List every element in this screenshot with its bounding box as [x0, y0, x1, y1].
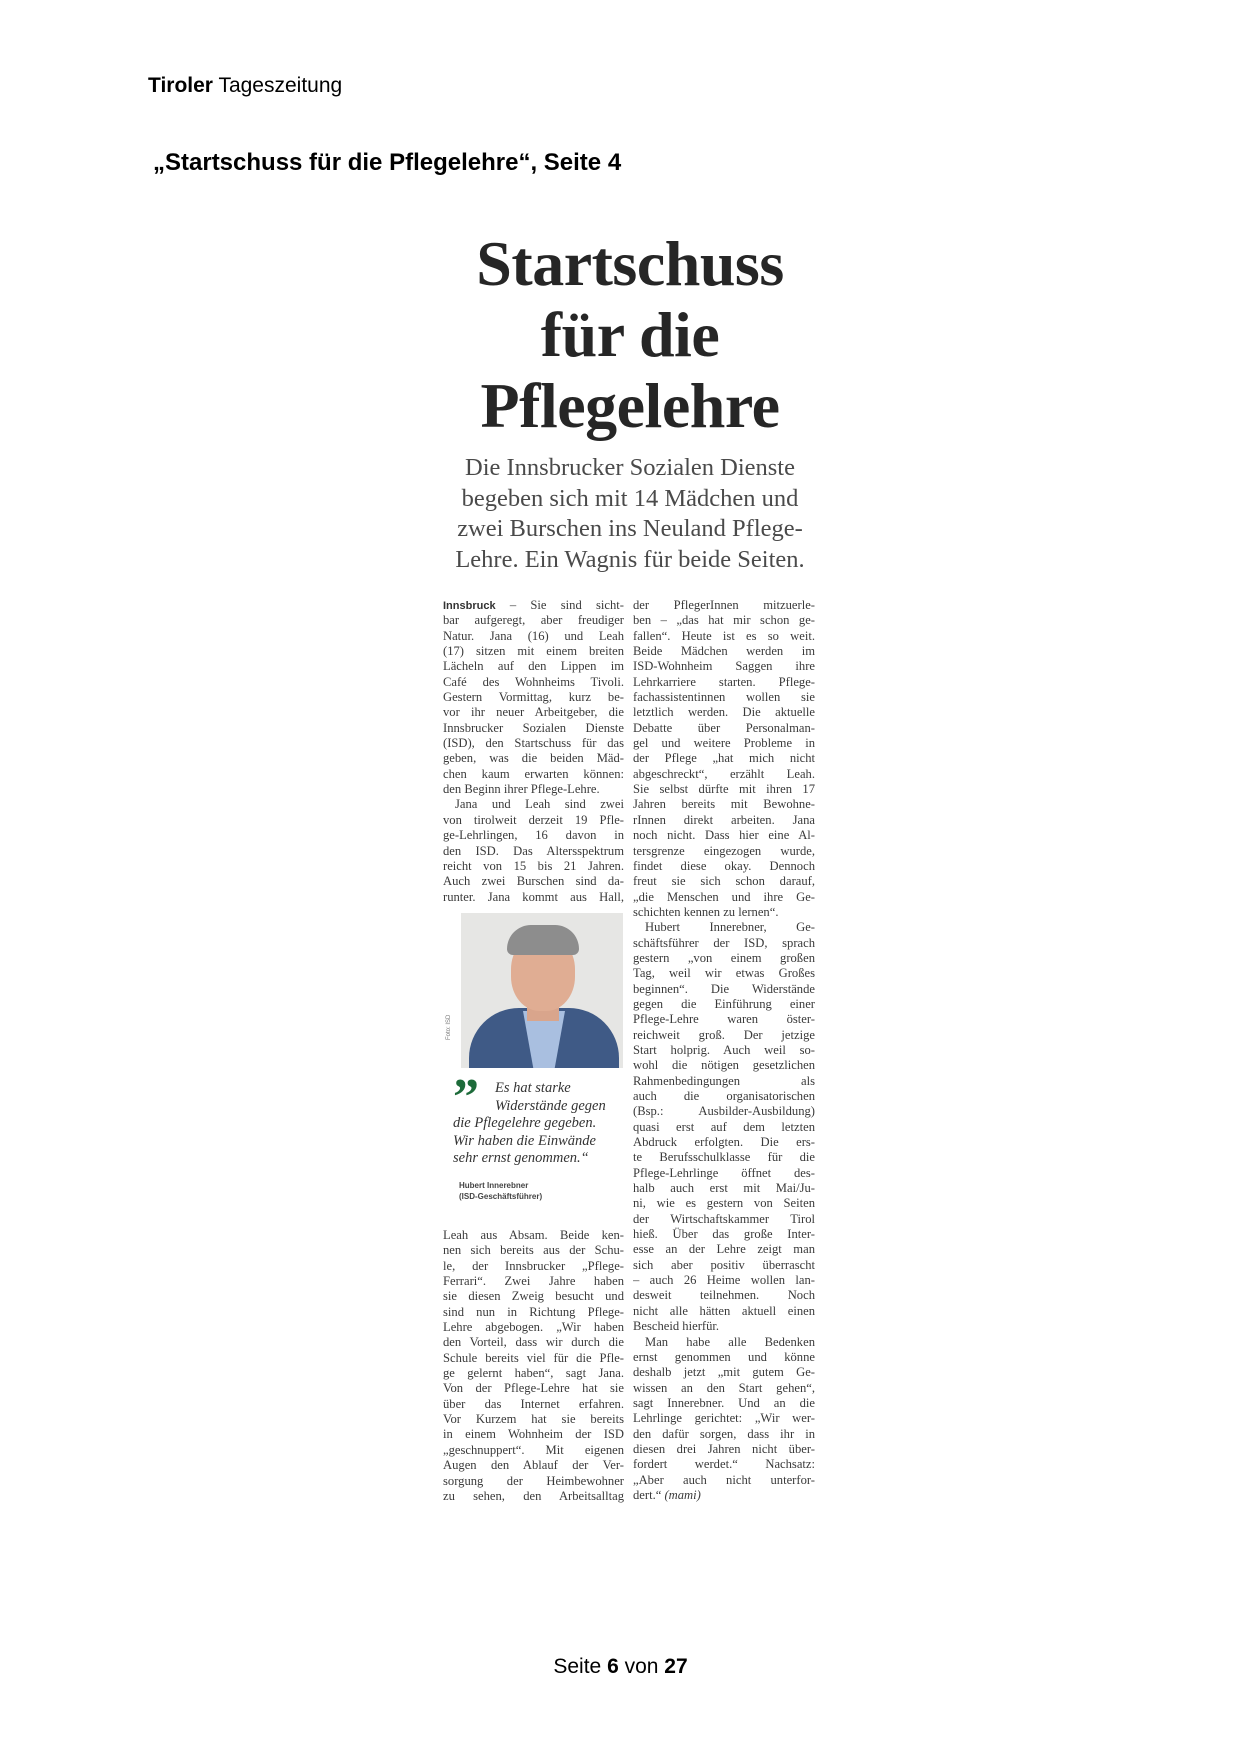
- body-column-right: [633, 598, 815, 1503]
- article-text: sie diesen Zweig besucht und: [443, 1289, 624, 1304]
- article-line: [633, 1396, 815, 1411]
- article-line: [633, 997, 815, 1012]
- article-text: (ISD), den Startschuss für das: [443, 736, 624, 751]
- article-text: wissen an den Start gehen“,: [633, 1380, 815, 1395]
- article-text: – Sie sind sicht-: [509, 598, 624, 612]
- pull-quote: [453, 1069, 628, 1168]
- article-line: [443, 1259, 624, 1274]
- deck-line: zwei Burschen ins Neuland Pflege-: [457, 515, 803, 542]
- article-text: Café des Wohnheims Tivoli.: [443, 674, 624, 689]
- article-line: [633, 1381, 815, 1396]
- dateline: Innsbruck: [443, 600, 496, 612]
- article-line: [633, 966, 815, 981]
- article-line: [443, 690, 624, 705]
- headline: [400, 228, 860, 441]
- article-line: [633, 828, 815, 843]
- article-line: [633, 1335, 815, 1350]
- article-text: reichweit groß. Der jetzige: [633, 1027, 815, 1042]
- article-line: [443, 1443, 624, 1458]
- article-text: ni, wie es gestern von Seiten: [633, 1196, 815, 1211]
- article-reference: „Startschuss für die Pflegelehre“, Seite 4: [153, 149, 622, 176]
- article-text: der PflegerInnen mitzuerle-: [633, 598, 815, 612]
- article-line: [443, 736, 624, 751]
- article-text: fachassistentinnen wollen sie: [633, 690, 815, 705]
- article-line: [633, 844, 815, 859]
- article-line: [633, 767, 815, 782]
- article-text: tersgrenze eingezogen wurde,: [633, 843, 815, 858]
- article-text: über das Internet erfahren.: [443, 1396, 624, 1411]
- article-text: den ISD. Das Altersspektrum: [443, 843, 624, 858]
- page-of: von: [624, 1655, 659, 1678]
- article-line: [633, 675, 815, 690]
- article-text: Rahmenbedingungen als: [633, 1073, 815, 1088]
- body-column-left-top: [443, 598, 624, 905]
- article-text: rInnen direkt arbeiten. Jana: [633, 812, 815, 827]
- article-line: [633, 1196, 815, 1211]
- article-text: Gestern Vormittag, kurz be-: [443, 690, 624, 705]
- article-line: [633, 1074, 815, 1089]
- article-text: findet diese okay. Dennoch: [633, 858, 815, 873]
- article-text: gestern „von einem großen: [633, 950, 815, 965]
- article-text: Tag, weil wir etwas Großes: [633, 966, 815, 981]
- article-line: [633, 598, 815, 613]
- article-line: [633, 782, 815, 797]
- article-line: [633, 890, 815, 905]
- quote-author-role: (ISD-Geschäftsführer): [459, 1192, 543, 1201]
- article-line: [633, 644, 815, 659]
- publication-name: [148, 74, 342, 98]
- article-text: nen sich bereits aus der Schu-: [443, 1243, 624, 1258]
- article-text: sorgung der Heimbewohner: [443, 1473, 624, 1488]
- brand-rest: Tageszeitung: [218, 74, 343, 97]
- article-text: Abdruck erfolgten. Die ers-: [633, 1135, 815, 1150]
- article-line: [443, 767, 624, 782]
- page-prefix: Seite: [553, 1655, 602, 1678]
- article-text: ge gelernt haben“, sagt Jana.: [443, 1366, 624, 1381]
- article-text: den dafür sorgen, dass ihr in: [633, 1426, 815, 1441]
- article-text: auch die organisatorischen: [633, 1089, 815, 1103]
- article-line: [443, 1427, 624, 1442]
- article-line: [633, 1181, 815, 1196]
- article-text: dert.“: [633, 1487, 665, 1502]
- article-line: [633, 1028, 815, 1043]
- article-line: [633, 1227, 815, 1242]
- article-line: [633, 613, 815, 628]
- article-text: Auch zwei Burschen sind da-: [443, 874, 624, 889]
- article-line: [633, 920, 815, 935]
- article-line: [443, 828, 624, 843]
- article-text: abgeschreckt“, erzählt Leah.: [633, 766, 815, 781]
- article-line: [443, 874, 624, 889]
- article-line: [633, 751, 815, 766]
- body-column-left-bottom: [443, 1228, 624, 1504]
- article-line: [633, 936, 815, 951]
- article-line: [443, 1243, 624, 1258]
- article-text: letztlich werden. Die aktuelle: [633, 705, 815, 720]
- photo-credit: Foto: ISD: [446, 1014, 452, 1040]
- article-text: ge-Lehrlingen, 16 davon in: [443, 828, 624, 843]
- article-line: [443, 844, 624, 859]
- deck-line: Die Innsbrucker Sozialen Dienste: [465, 454, 795, 481]
- total-pages: 27: [664, 1655, 688, 1678]
- article-text: von tirolweit derzeit 19 Pfle-: [443, 812, 624, 827]
- article-text: halb auch erst mit Mai/Ju-: [633, 1181, 815, 1196]
- article-line: [633, 1304, 815, 1319]
- current-page: 6: [607, 1655, 619, 1678]
- quote-line: Wir haben die Einwände: [453, 1132, 596, 1149]
- article-line: [443, 1351, 624, 1366]
- article-line: [633, 1242, 815, 1257]
- article-text: Jahren bereits mit Bewohne-: [633, 797, 815, 812]
- article-line: [443, 782, 624, 797]
- article-line: [633, 1319, 815, 1334]
- article-text: Vor Kurzem hat sie bereits: [443, 1412, 624, 1427]
- article-line: [443, 1274, 624, 1289]
- article-line: [633, 1273, 815, 1288]
- article-line: [633, 874, 815, 889]
- article-line: [443, 1489, 624, 1504]
- article-line: [633, 951, 815, 966]
- article-line: [443, 1320, 624, 1335]
- article-text: „die Menschen und ihre Ge-: [633, 889, 815, 904]
- article-line: [633, 1104, 815, 1119]
- article-text: nicht alle hätten aktuell einen: [633, 1303, 815, 1318]
- article-line: [633, 1089, 815, 1104]
- quote-author: Hubert Innerebner: [459, 1181, 529, 1190]
- article-line: [633, 705, 815, 720]
- article-line: [443, 675, 624, 690]
- article-text: beginnen“. Die Widerstände: [633, 981, 815, 996]
- article-text: Start holprig. Auch weil so-: [633, 1042, 815, 1057]
- article-text: desweit teilnehmen. Noch: [633, 1288, 815, 1303]
- article-text: Innsbrucker Sozialen Dienste: [443, 720, 624, 735]
- article-line: [633, 1120, 815, 1135]
- article-text: Pflege-Lehre waren öster-: [633, 1012, 815, 1027]
- article-text: (17) sitzen mit einem breiten: [443, 644, 624, 659]
- article-text: gel und weitere Probleme in: [633, 736, 815, 751]
- article-line: [443, 1305, 624, 1320]
- article-text: sich aber positiv überrascht: [633, 1257, 815, 1272]
- article-text: hieß. Über das große Inter-: [633, 1227, 815, 1242]
- article-line: [633, 982, 815, 997]
- article-line: [443, 1289, 624, 1304]
- article-line: [633, 629, 815, 644]
- article-line: [633, 1365, 815, 1380]
- article-text: chen kaum erwarten können:: [443, 766, 624, 781]
- article-text: Leah aus Absam. Beide ken-: [443, 1228, 624, 1242]
- article-line: [633, 1043, 815, 1058]
- article-text: sind nun in Richtung Pflege-: [443, 1304, 624, 1319]
- headline-line: für die: [540, 299, 720, 370]
- quote-line: die Pflegelehre gegeben.: [453, 1115, 597, 1131]
- article-line: [443, 721, 624, 736]
- article-text: Lehrlinge gerichtet: „Wir wer-: [633, 1411, 815, 1426]
- article-line: [633, 1473, 815, 1488]
- article-line: [443, 813, 624, 828]
- article-text: schichten kennen zu lernen“.: [633, 904, 779, 919]
- article-text: bar aufgeregt, aber freudiger: [443, 613, 624, 628]
- article-text: freut sie sich schon darauf,: [633, 874, 815, 889]
- article-text: Bescheid hierfür.: [633, 1319, 720, 1334]
- article-text: esse an der Lehre zeigt man: [633, 1242, 815, 1257]
- article-text: Beide Mädchen werden im: [633, 644, 815, 659]
- article-text: den Beginn ihrer Pflege-Lehre.: [443, 782, 600, 797]
- article-text: Ferrari“. Zwei Jahre haben: [443, 1274, 624, 1289]
- article-line: [633, 1135, 815, 1150]
- article-text: Man habe alle Bedenken: [645, 1334, 815, 1349]
- article-line: [443, 890, 624, 905]
- article-text: ben – „das hat mir schon ge-: [633, 613, 815, 628]
- article-line: [443, 1474, 624, 1489]
- article-text: Lächeln auf den Lippen im: [443, 659, 624, 674]
- article-text: geben, was die beiden Mäd-: [443, 751, 624, 766]
- deck-line: Lehre. Ein Wagnis für beide Seiten.: [455, 545, 805, 573]
- article-line: [633, 797, 815, 812]
- article-line: [633, 1212, 815, 1227]
- article-line: [443, 705, 624, 720]
- article-line: [633, 1488, 815, 1503]
- article-text: (Bsp.: Ausbilder-Ausbildung): [633, 1104, 815, 1119]
- article-line: [443, 1228, 624, 1243]
- article-text: den Vorteil, dass wir durch die: [443, 1335, 624, 1350]
- article-text: Jana und Leah sind zwei: [455, 797, 624, 812]
- article-line: [443, 1381, 624, 1396]
- article-line: [443, 1397, 624, 1412]
- article-line: [633, 1012, 815, 1027]
- article-line: [633, 1288, 815, 1303]
- article-text: Von der Pflege-Lehre hat sie: [443, 1381, 624, 1396]
- article-line: [633, 659, 815, 674]
- article-text: schäftsführer der ISD, sprach: [633, 935, 815, 950]
- article-text: der Pflege „hat mich nicht: [633, 751, 815, 766]
- quote-line: Es hat starke: [495, 1080, 571, 1096]
- article-line: [443, 613, 624, 628]
- article-text: „geschnuppert“. Mit eigenen: [443, 1442, 624, 1457]
- article-text: fallen“. Heute ist es so weit.: [633, 628, 815, 643]
- article-line: [443, 751, 624, 766]
- article-text: fordert werdet.“ Nachsatz:: [633, 1457, 815, 1472]
- article-line: [633, 1411, 815, 1426]
- article-line: [443, 659, 624, 674]
- article-text: quasi erst auf dem letzten: [633, 1119, 815, 1134]
- headline-line: Startschuss: [476, 228, 784, 299]
- article-text: reicht von 15 bis 21 Jahren.: [443, 858, 624, 873]
- article-text: le, der Innsbrucker „Pflege-: [443, 1258, 624, 1273]
- page-number: [0, 1655, 1241, 1679]
- article-text: in einem Wohnheim der ISD: [443, 1427, 624, 1442]
- article-text: Natur. Jana (16) und Leah: [443, 628, 624, 643]
- article-line: [443, 1366, 624, 1381]
- article-text: Schule bereits viel für die Pfle-: [443, 1350, 624, 1365]
- article-line: [633, 1457, 815, 1472]
- deck-line: begeben sich mit 14 Mädchen und: [461, 484, 799, 512]
- article-text: noch nicht. Dass hier eine Al-: [633, 828, 815, 843]
- article-line: [443, 1458, 624, 1473]
- article-text: „Aber auch nicht unterfor-: [633, 1472, 815, 1487]
- article-text: ernst genommen und könne: [633, 1349, 815, 1364]
- article-text: Pflege-Lehrlinge öffnet des-: [633, 1165, 815, 1180]
- article-line: [443, 1412, 624, 1427]
- article-text: Augen den Ablauf der Ver-: [443, 1458, 624, 1473]
- article-line: [443, 859, 624, 874]
- article-text: Lehrkarriere starten. Pflege-: [633, 674, 815, 689]
- article-text: Hubert Innerebner, Ge-: [645, 920, 815, 935]
- article-line: [443, 1335, 624, 1350]
- article-line: [633, 690, 815, 705]
- article-text: Lehre abgebogen. „Wir haben: [443, 1320, 624, 1335]
- article-line: [633, 721, 815, 736]
- article-line: [633, 736, 815, 751]
- quote-line: sehr ernst genommen.“: [453, 1150, 589, 1166]
- article-line: [633, 813, 815, 828]
- article-text: sagt Innerebner. Und an die: [633, 1395, 815, 1410]
- quote-line: Widerstände gegen: [495, 1097, 606, 1114]
- article-text: vor ihr neuer Arbeitgeber, die: [443, 705, 624, 720]
- article-text: wohl die nötigen gesetzlichen: [633, 1058, 815, 1073]
- article-text: gegen die Einführung einer: [633, 996, 815, 1011]
- article-text: te Berufsschulklasse für die: [633, 1150, 815, 1165]
- article-line: [633, 1058, 815, 1073]
- article-text: runter. Jana kommt aus Hall,: [443, 889, 624, 904]
- article-text: ISD-Wohnheim Saggen ihre: [633, 659, 815, 674]
- article-line: [633, 1258, 815, 1273]
- deck: [430, 453, 830, 575]
- article-line: [633, 1427, 815, 1442]
- headline-line: Pflegelehre: [480, 370, 780, 441]
- brand-bold: Tiroler: [148, 74, 213, 97]
- author-signature: (mami): [664, 1487, 701, 1502]
- article-text: diesen drei Jahren nicht über-: [633, 1441, 815, 1456]
- article-line: [633, 1166, 815, 1181]
- article-line: [633, 1150, 815, 1165]
- article-text: der Wirtschaftskammer Tirol: [633, 1211, 815, 1226]
- quote-mark-icon: ”: [453, 1069, 479, 1126]
- article-text: deshalb jetzt „mit gutem Ge-: [633, 1365, 815, 1380]
- article-line: [443, 797, 624, 812]
- article-text: Debatte über Personalman-: [633, 720, 815, 735]
- article-line: [633, 1350, 815, 1365]
- article-line: [443, 629, 624, 644]
- article-text: zu sehen, den Arbeitsalltag: [443, 1488, 624, 1503]
- article-line: [633, 905, 815, 920]
- portrait-photo: [461, 913, 623, 1068]
- article-line: [443, 598, 624, 613]
- article-line: [633, 859, 815, 874]
- quote-attribution: [459, 1180, 542, 1202]
- article-text: Sie selbst dürfte mit ihren 17: [633, 782, 815, 797]
- article-text: – auch 26 Heime wollen lan-: [633, 1273, 815, 1288]
- article-line: [443, 644, 624, 659]
- article-line: [633, 1442, 815, 1457]
